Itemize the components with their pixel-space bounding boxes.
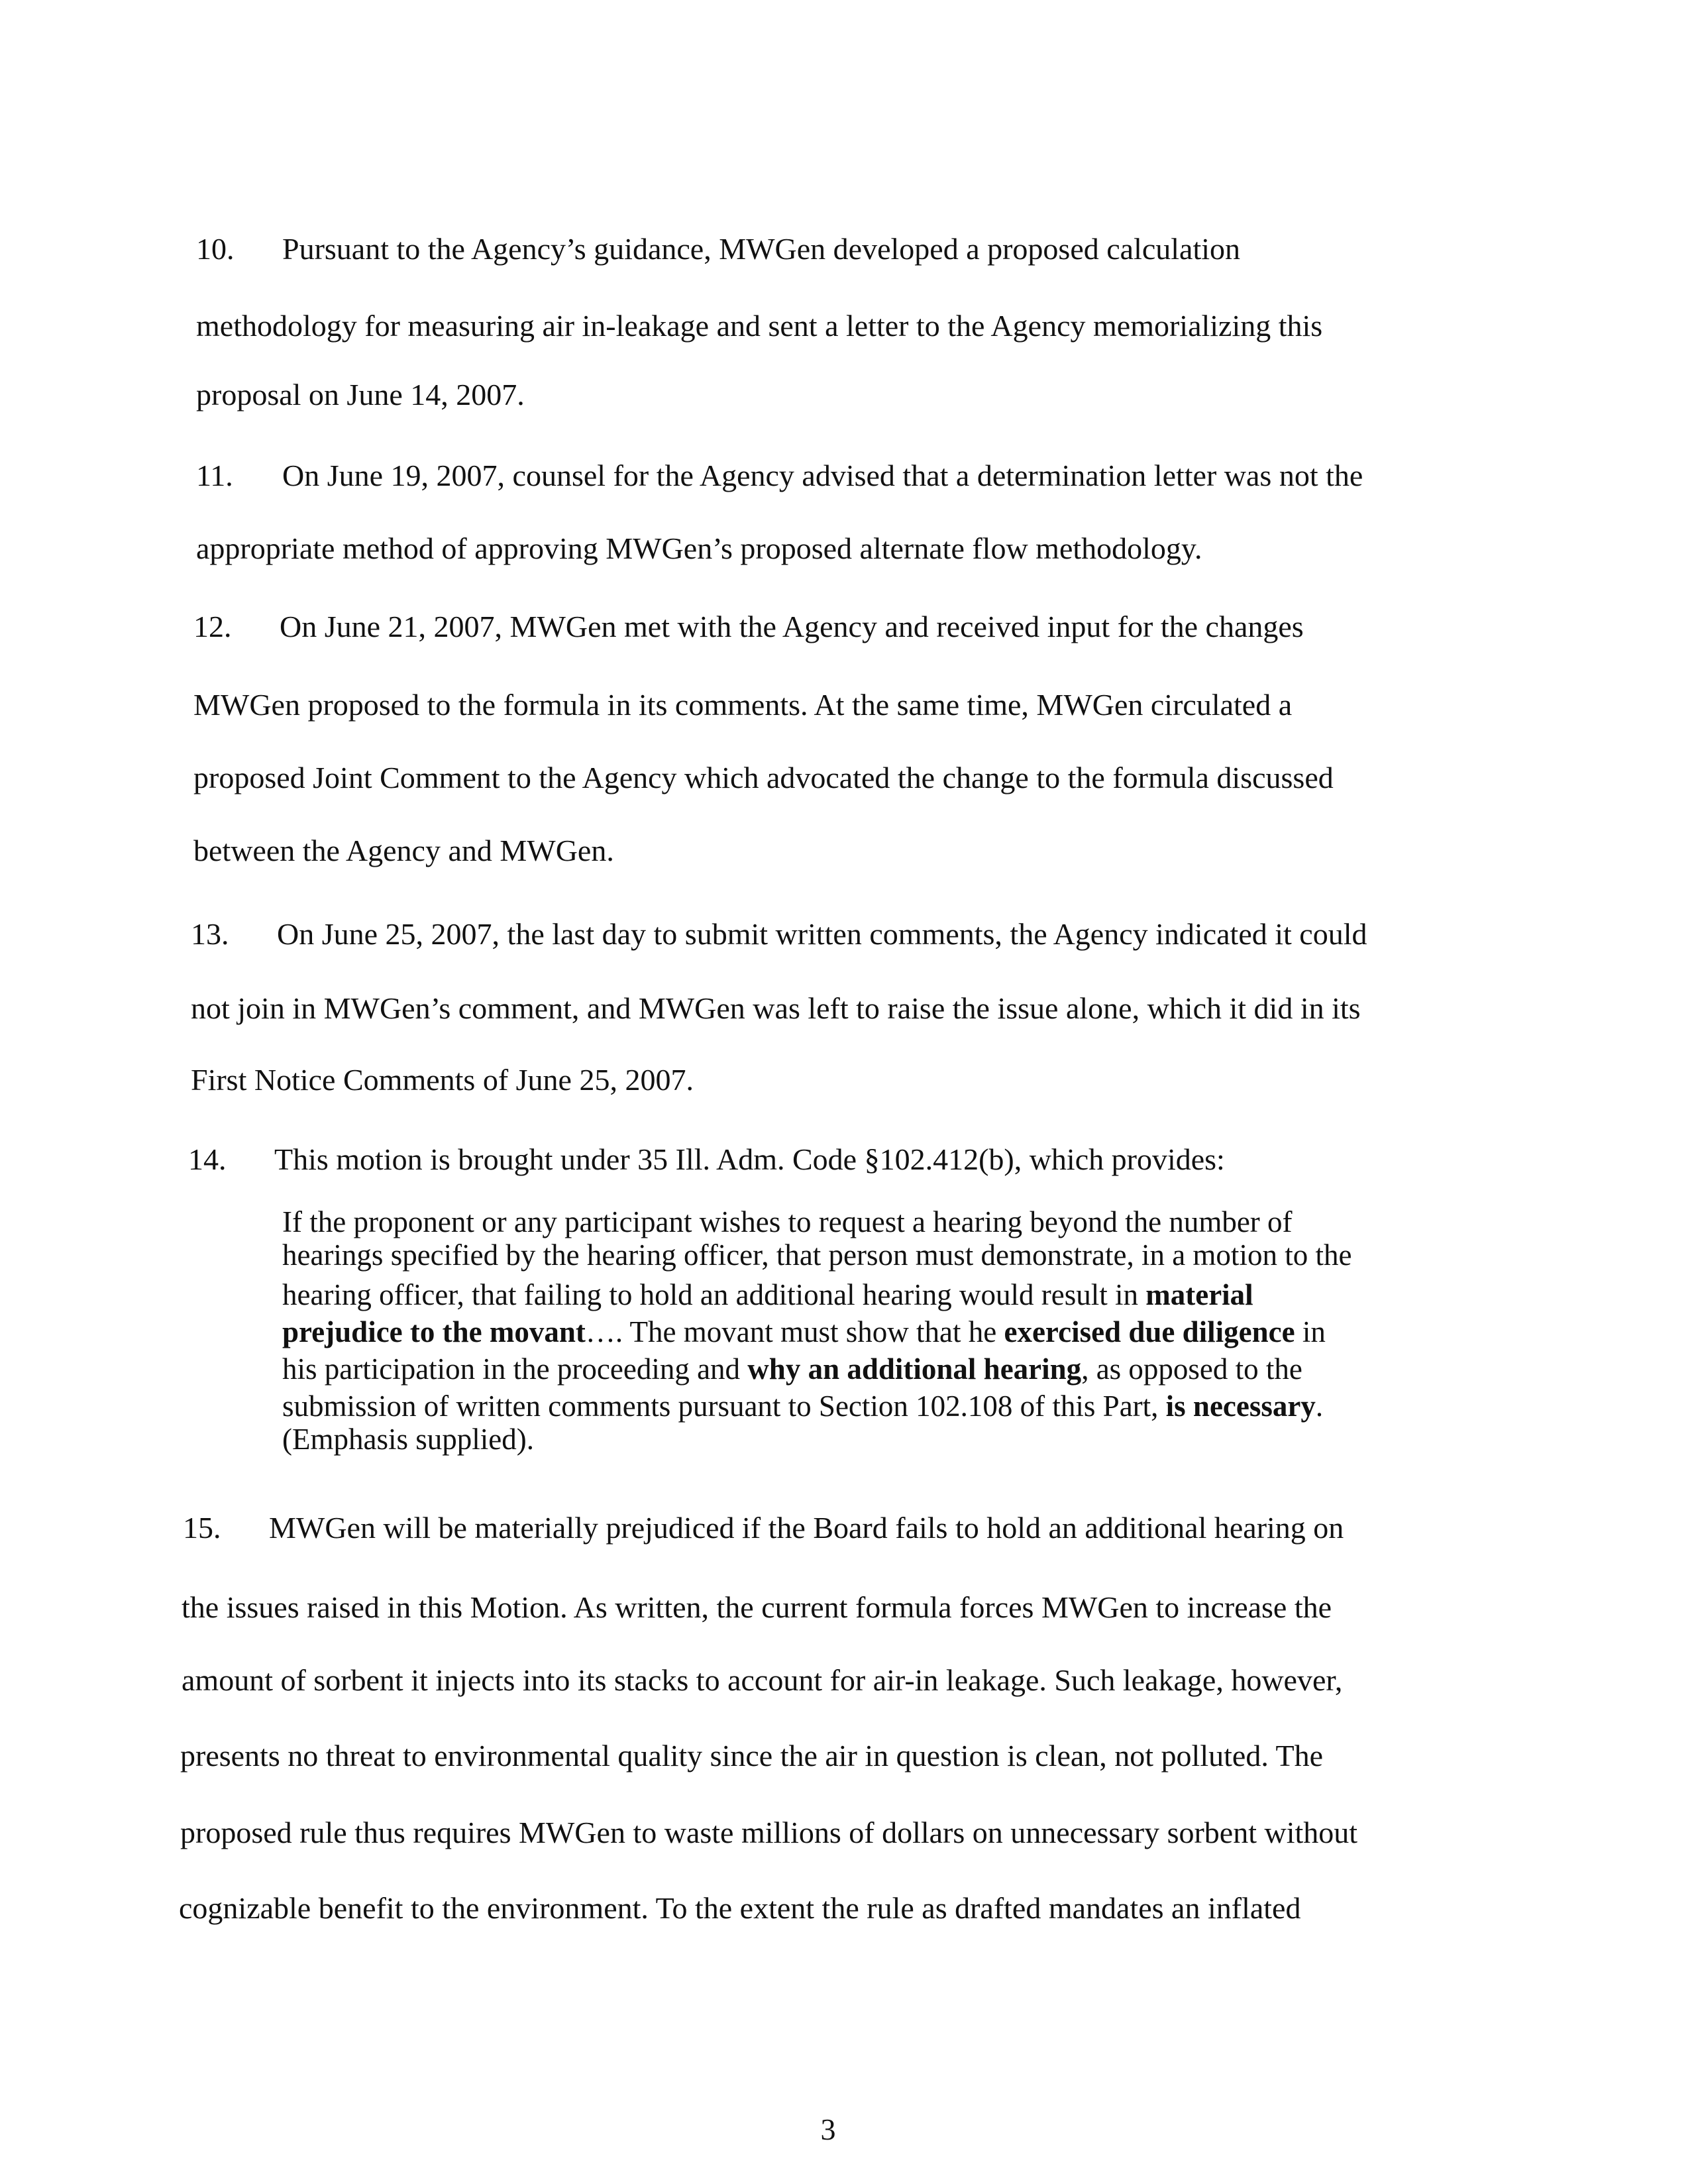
paragraph-line: On June 25, 2007, the last day to submit written comments, the Agency indicated it could — [277, 917, 1367, 951]
paragraph-line: Pursuant to the Agency’s guidance, MWGen developed a proposed calculation — [282, 232, 1241, 266]
paragraph-number: 11. — [196, 459, 233, 492]
paragraph-line: amount of sorbent it injects into its stacks to account for air-in leakage. Such leakage, however, — [182, 1663, 1343, 1697]
emphasis: exercised due diligence — [1004, 1315, 1295, 1348]
paragraph-line: methodology for measuring air in-leakage and sent a letter to the Agency memorializing this — [196, 309, 1323, 343]
emphasis: is necessary — [1165, 1390, 1316, 1423]
paragraph-number: 15. — [183, 1511, 221, 1545]
paragraph-line: presents no threat to environmental quality since the air in question is clean, not polluted. The — [180, 1739, 1323, 1773]
quote-line: hearing officer, that failing to hold an additional hearing would result in material — [282, 1278, 1253, 1311]
paragraph-line: On June 21, 2007, MWGen met with the Agency and received input for the changes — [280, 610, 1304, 643]
paragraph-line: MWGen will be materially prejudiced if the Board fails to hold an additional hearing on — [269, 1511, 1344, 1545]
paragraph-line: the issues raised in this Motion. As written, the current formula forces MWGen to increase the — [182, 1590, 1332, 1624]
paragraph-number: 10. — [196, 232, 235, 266]
emphasis: why an additional hearing — [747, 1352, 1082, 1386]
paragraph-number: 13. — [191, 917, 229, 951]
page-number: 3 — [820, 2112, 836, 2146]
paragraph-line: First Notice Comments of June 25, 2007. — [191, 1063, 694, 1097]
paragraph-line: proposal on June 14, 2007. — [196, 378, 525, 411]
paragraph-line: This motion is brought under 35 Ill. Adm. Code §102.412(b), which provides: — [274, 1142, 1225, 1176]
paragraph-number: 12. — [193, 610, 232, 643]
paragraph-line: not join in MWGen’s comment, and MWGen was left to raise the issue alone, which it did in its — [191, 991, 1361, 1025]
emphasis: prejudice to the movant — [282, 1315, 586, 1348]
quote-line: If the proponent or any participant wishes to request a hearing beyond the number of — [282, 1205, 1293, 1238]
paragraph-line: On June 19, 2007, counsel for the Agency advised that a determination letter was not the — [282, 459, 1363, 492]
quote-line: submission of written comments pursuant to Section 102.108 of this Part, is necessary. — [282, 1390, 1324, 1423]
paragraph-line: proposed rule thus requires MWGen to waste millions of dollars on unnecessary sorbent without — [180, 1816, 1358, 1849]
quote-line: hearings specified by the hearing officer, that person must demonstrate, in a motion to the — [282, 1238, 1352, 1272]
quote-line: (Emphasis supplied). — [282, 1423, 534, 1456]
paragraph-line: appropriate method of approving MWGen’s proposed alternate flow methodology. — [196, 531, 1202, 565]
paragraph-line: cognizable benefit to the environment. To the extent the rule as drafted mandates an inflated — [179, 1891, 1301, 1925]
emphasis: material — [1145, 1278, 1253, 1311]
quote-line: prejudice to the movant…. The movant must show that he exercised due diligence in — [282, 1315, 1326, 1348]
paragraph-number: 14. — [188, 1142, 227, 1176]
quote-line: his participation in the proceeding and why an additional hearing, as opposed to the — [282, 1352, 1302, 1386]
paragraph-line: between the Agency and MWGen. — [193, 834, 614, 867]
paragraph-line: proposed Joint Comment to the Agency which advocated the change to the formula discussed — [193, 761, 1334, 794]
paragraph-line: MWGen proposed to the formula in its comments. At the same time, MWGen circulated a — [193, 688, 1293, 722]
